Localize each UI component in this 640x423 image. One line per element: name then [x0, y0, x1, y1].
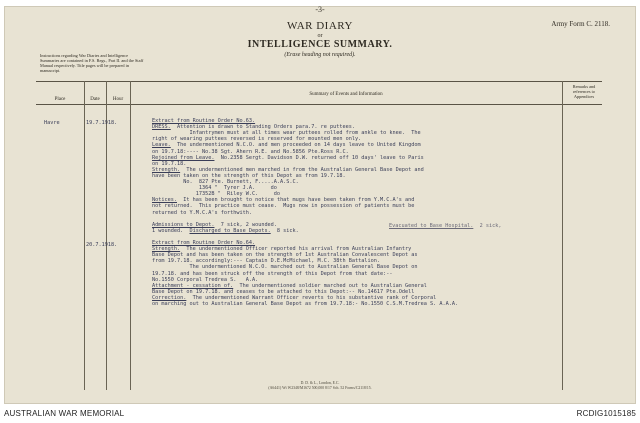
summary-text-run: 19.7.18. and has been struck off the strength of this Depot from that date:-- [152, 270, 393, 277]
summary-text-run: No.1550 Corporal Tredrea S. A.A. [152, 276, 259, 283]
pencil-annotation: Evacuated to Base Hospital. 2 sick, [389, 223, 502, 229]
summary-heading: Leave. [152, 142, 171, 149]
summary-text-run: on 19.7.18. [152, 160, 187, 167]
summary-heading: Rejoined from Leave. [152, 154, 215, 161]
summary-heading: Admissions to Depot. [152, 221, 215, 228]
summary-text-run: 17352B " Riley W.C. do [152, 191, 281, 198]
summary-line [152, 210, 252, 216]
form-title-or: or [317, 33, 323, 39]
summary-text-run: 7 sick, 2 wounded. [214, 221, 284, 228]
column-header-place: Place [54, 97, 66, 102]
summary-line [152, 155, 424, 161]
summary-text-run: The undermentioned N.C.O. marched out to Australian General Base Depot on [152, 264, 418, 271]
summary-text-run: Base Depot on 19.7.18. and ceases to be attached to this Depot:-- No.14617 Pte.Odell [152, 288, 418, 295]
form-instructions: Instructions regarding War Diaries and Intelligence Summaries are contained in F.S. Regs., Part II. and the Staff Manual respectively. Title pages will be prepared in manuscript. [40, 53, 144, 73]
form-title: WAR DIARY [287, 20, 353, 32]
archive-credit: AUSTRALIAN WAR MEMORIAL [4, 409, 125, 418]
summary-heading: Strength. [152, 246, 181, 253]
summary-text-run: Base Depot and has been taken on the strength of 1st Australian Convalescent Depot as [152, 252, 418, 259]
form-subtitle: INTELLIGENCE SUMMARY. [247, 39, 393, 50]
summary-heading: DRESS. [152, 124, 171, 131]
summary-text-run: Infantrymen must at all times wear puttees rolled from ankle to knee. The [152, 130, 421, 137]
summary-line [152, 228, 299, 234]
summary-text-run: 8 sick. [270, 227, 299, 234]
column-divider [84, 81, 85, 390]
form-note: (Erase heading not required). [284, 52, 356, 58]
column-divider [130, 81, 131, 390]
summary-heading: Notices. [152, 197, 177, 204]
summary-text-run: from 19.7.18. accordingly:--- Captain D.E.McMichael, M.C. 38th Battalion. [152, 258, 380, 265]
summary-heading: Extract from Routine Order No.63. [152, 118, 256, 124]
printer-line: (A6441) Wt W2348/M1672 500,000 8/17 Sch. 52 Forms/C2118/15. [268, 385, 372, 390]
column-header-summary: Summary of Events and Information [309, 92, 383, 97]
summary-text-run: have been taken on the strength of this Depot as from 19.7.18. [152, 172, 346, 179]
summary-line [152, 301, 458, 307]
document-id: RCDIG1015185 [576, 409, 636, 418]
summary-heading: Discharged to Base Depots. [189, 227, 271, 234]
column-divider [562, 81, 563, 390]
summary-text-run: right of wearing puttees reversed is reserved for mounted men only. [152, 136, 362, 143]
summary-text-run: The undermentioned N.C.O. and men proceeded on 14 days leave to United Kingdom [170, 142, 421, 149]
summary-heading: Extract from Routine Order No.64. [152, 240, 256, 246]
summary-heading: Strength. [152, 166, 181, 173]
header-bottom-rule [36, 104, 602, 105]
column-header-remarks: Remarks and references to Appendices [572, 84, 596, 99]
summary-text-run: not returned. This practice must cease. Mugs now in possession of patients must be [152, 203, 415, 210]
summary-heading: Correction. [152, 294, 187, 301]
summary-text-run: The undermentioned Warrant Officer reverts to his substantive rank of Corporal [186, 294, 437, 301]
summary-text-run: The undermentioned Officer reported his arrival from Australian Infantry [180, 246, 412, 253]
printer-line: D. D. & L., London, E.C. [300, 381, 340, 385]
page-number: -3- [315, 5, 325, 14]
summary-text-run: returned to Y.M.C.A's forthwith. [152, 209, 252, 216]
column-header-hour: Hour [112, 97, 124, 102]
summary-text-run: It has been brought to notice that mugs have been taken from Y.M.C.A's and [177, 197, 415, 204]
column-divider [106, 81, 107, 390]
summary-text-run: The undermentioned men marched in from the Australian General Base Depot and [180, 166, 424, 173]
entry-date: 19.7.1918. [86, 120, 118, 126]
summary-text-run: 1 wounded. [152, 227, 190, 234]
summary-heading: Attachment - cessation of. [152, 282, 234, 289]
printer-imprint [0, 381, 640, 390]
entry-date: 20.7.1918. [86, 242, 118, 248]
summary-text-run: 1364 " Tyrer J.A. do [152, 185, 277, 192]
summary-text-run: on 19.7.18:---- No.38 Sgt. Ahern R.E. and No.5856 Pte.Ross R.C. [152, 148, 349, 155]
column-header-date: Date [90, 97, 100, 102]
summary-text-run: on marching out to Australian General Base Depot as from 19.7.18:- No.1550 C.S.M.Tredrea S. A.A.A. [152, 301, 459, 307]
form-number: Army Form C. 2118. [551, 20, 610, 28]
entry-place: Havre [44, 120, 60, 126]
summary-text-run: Attention is drawn to Standing Orders para.7. re puttees. [170, 124, 356, 131]
summary-text-run: No. 827 Pte. Burnett, F.....A.A.S.C. [152, 179, 299, 185]
header-top-rule [36, 81, 602, 82]
summary-text-run: No.2358 Sergt. Davidson D.W. returned off 10 days' leave to Paris [214, 154, 424, 161]
summary-text-run: The undermentioned soldier marched out to Australian General [233, 282, 427, 289]
